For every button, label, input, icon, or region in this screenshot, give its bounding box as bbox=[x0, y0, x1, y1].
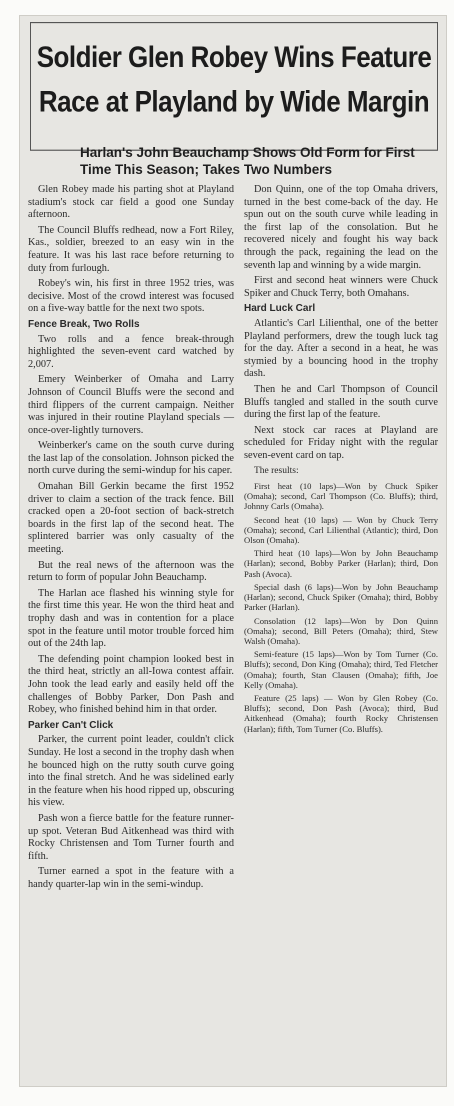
paragraph: Weinberker's came on the south curve during the last lap of the consolation. Johnson picked the north curve during the semi-windup for his caper. bbox=[28, 440, 234, 477]
paragraph: The defending point champion looked best in the third heat, strictly an all-Iowa contest affair. John took the lead early and easily held off the challenges of Bobby Parker, Don Pash and Robey, who finished behind him in that order. bbox=[28, 653, 234, 716]
paragraph: Next stock car races at Playland are scheduled for Friday night with the regular seven-event card on tap. bbox=[244, 424, 438, 461]
paragraph: First and second heat winners were Chuck Spiker and Chuck Terry, both Omahans. bbox=[244, 275, 438, 299]
paragraph: Atlantic's Carl Lilienthal, one of the better Playland performers, drew the tough luck tag for the day. After a second in a heat, he was stymied by a bouncing hood in the trophy dash. bbox=[244, 317, 438, 380]
paragraph: The Harlan ace flashed his winning style for the first time this year. He won the third heat and trophy dash and was in contention for a place spot in the feature until motor trouble forced him out of the 24th lap. bbox=[28, 587, 234, 650]
section-heading: Hard Luck Carl bbox=[244, 303, 316, 315]
paragraph: The Council Bluffs redhead, now a Fort Riley, Kas., soldier, breezed to an easy win in the feature. It was his last race before returning to duty from furlough. bbox=[28, 224, 234, 274]
headline: Soldier Glen Robey Wins Feature Race at Playland by Wide Margin bbox=[30, 22, 438, 151]
section-heading: Parker Can't Click bbox=[28, 719, 114, 731]
article-column-2 bbox=[244, 184, 438, 737]
paragraph: Pash won a fierce battle for the feature runner-up spot. Veteran Bud Aitkenhead was third with Rocky Christensen and Tom Turner fourth and fifth. bbox=[28, 812, 234, 862]
section-heading: Fence Break, Two Rolls bbox=[28, 318, 140, 330]
article-column-1 bbox=[28, 184, 234, 894]
paragraph: Then he and Carl Thompson of Council Bluffs tangled and stalled in the south curve during the first lap of the feature. bbox=[244, 383, 438, 421]
paragraph: Glen Robey made his parting shot at Playland stadium's stock car field a good one Sunday afternoon. bbox=[28, 184, 234, 221]
paragraph: But the real news of the afternoon was the return to form of popular John Beauchamp. bbox=[28, 559, 234, 584]
results-title: The results: bbox=[254, 466, 299, 477]
result-entry: Consolation (12 laps)—Won by Don Quinn (Omaha); second, Bill Peters (Omaha); third, Stew Walsh (Omaha). bbox=[244, 615, 438, 646]
result-entry: Semi-feature (15 laps)—Won by Tom Turner (Co. Bluffs); second, Don King (Omaha); third, Ted Fletcher (Omaha); fourth, Stan Clausen (Omaha); fifth, Joe Kelly (Omaha). bbox=[244, 649, 438, 690]
result-entry: First heat (10 laps)—Won by Chuck Spiker (Omaha); second, Carl Thompson (Co. Bluffs); third, Johnny Carls (Omaha). bbox=[244, 481, 438, 512]
paragraph: Emery Weinberker of Omaha and Larry Johnson of Council Bluffs were the second and third flippers of the current campaign. Neither was injured in their routine Playland specials — once-over-lightly turnovers. bbox=[28, 374, 234, 436]
paragraph: Don Quinn, one of the top Omaha drivers, turned in the best come-back of the day. He spun out on the south curve while leading in the first lap of the consolation. But he recovered nicely and fought his way back through the pack, regaining the lead on the seventh lap and winning by a wide margin. bbox=[244, 184, 438, 271]
paragraph: Parker, the current point leader, couldn't click Sunday. He lost a second in the trophy dash when he bounced high on the rutty south curve going into the final stretch. And he was sidelined early in the feature when his hood ripped up, obscuring his view. bbox=[28, 734, 234, 809]
result-entry: Second heat (10 laps) — Won by Chuck Terry (Omaha); second, Carl Lilienthal (Atlantic); third, Don Olson (Omaha). bbox=[244, 514, 438, 546]
result-entry: Feature (25 laps) — Won by Glen Robey (Co. Bluffs); second, Don Pash (Avoca); third, Bud Aitkenhead (Omaha); fourth Rocky Christensen (Harlan); fifth, Tom Turner (Co. Bluffs). bbox=[244, 692, 438, 734]
paragraph: Two rolls and a fence break-through highlighted the seven-event card watched by 2,007. bbox=[28, 333, 234, 370]
paragraph: Omahan Bill Gerkin became the first 1952 driver to claim a section of the track fence. Bill cracked open a 20-foot section of back-stretch boards in the first lap of the second heat. The splintered barrier was only casualty of the meeting. bbox=[28, 481, 234, 556]
paragraph: Robey's win, his first in three 1952 tries, was decisive. Most of the crowd interest was focused on a five-way battle for the next two spots. bbox=[28, 278, 234, 315]
newspaper-clipping bbox=[20, 16, 446, 1086]
result-entry: Special dash (6 laps)—Won by John Beauchamp (Harlan); second, Chuck Spiker (Omaha); third, Bobby Parker (Harlan). bbox=[244, 581, 438, 613]
result-entry: Third heat (10 laps)—Won by John Beauchamp (Harlan); second, Bobby Parker (Harlan); third, Don Pash (Avoca). bbox=[244, 548, 438, 579]
paragraph: Turner earned a spot in the feature with a handy quarter-lap win in the semi-windup. bbox=[28, 866, 234, 890]
subheadline: Harlan's John Beauchamp Shows Old Form for First Time This Season; Takes Two Numbers bbox=[80, 145, 415, 177]
